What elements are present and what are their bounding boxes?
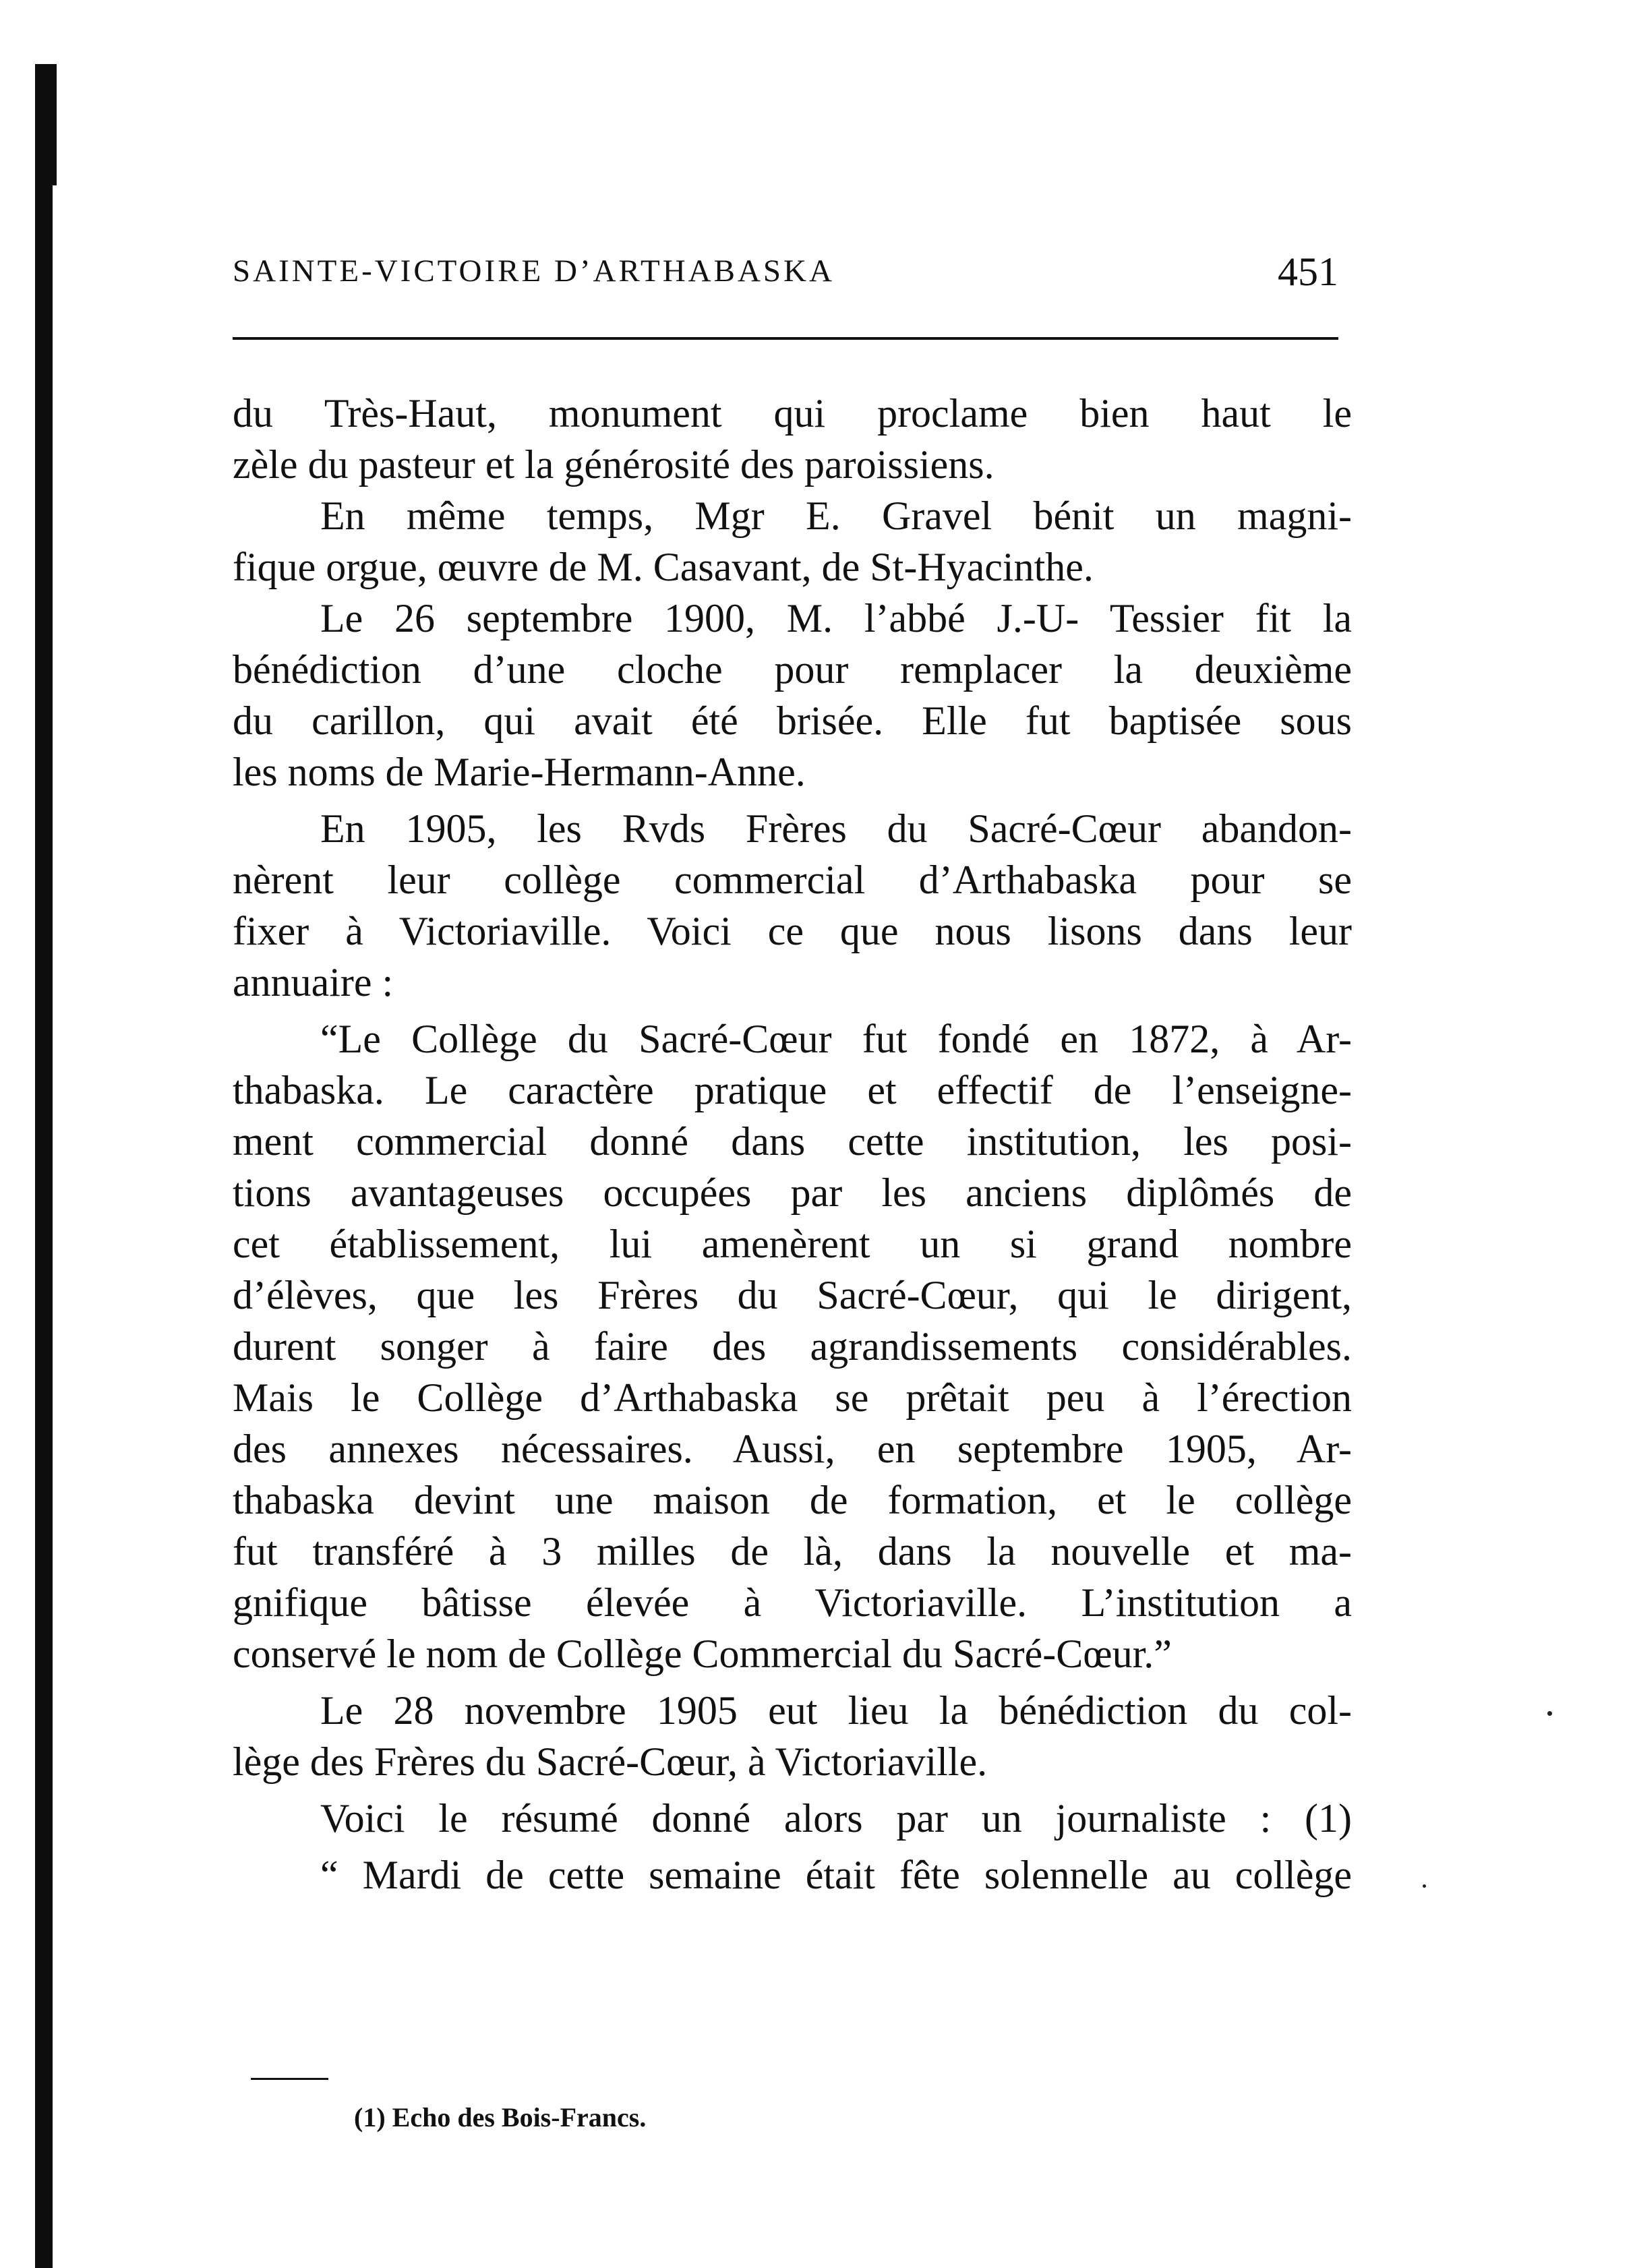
header-rule (233, 337, 1338, 340)
text-line: gnifique bâtisse élevée à Victoriaville. L’institution a (233, 1580, 1352, 1625)
text-line: En même temps, Mgr E. Gravel bénit un magni- (320, 494, 1352, 538)
text-line: thabaska devint une maison de formation, et le collège (233, 1478, 1352, 1522)
text-line: des annexes nécessaires. Aussi, en septembre 1905, Ar- (233, 1427, 1352, 1471)
text-line: Voici le résumé donné alors par un journaliste : (1) (320, 1796, 1352, 1841)
text-line: “Le Collège du Sacré-Cœur fut fondé en 1872, à Ar- (320, 1017, 1352, 1061)
text-line: les noms de Marie-Hermann-Anne. (233, 750, 806, 794)
text-line: lège des Frères du Sacré-Cœur, à Victoriaville. (233, 1739, 988, 1784)
text-line: conservé le nom de Collège Commercial du Sacré-Cœur.” (233, 1632, 1172, 1676)
text-line: cet établissement, lui amenèrent un si grand nombre (233, 1222, 1352, 1266)
text-line: fixer à Victoriaville. Voici ce que nous lisons dans leur (233, 909, 1352, 953)
text-line: thabaska. Le caractère pratique et effectif de l’enseigne- (233, 1068, 1352, 1112)
running-title: SAINTE-VICTOIRE D’ARTHABASKA (233, 253, 835, 289)
body-text (233, 388, 1352, 1901)
text-line: Le 26 septembre 1900, M. l’abbé J.-U- Tessier fit la (320, 596, 1352, 640)
text-line: durent songer à faire des agrandissements considérables. (233, 1324, 1352, 1369)
text-line: “ Mardi de cette semaine était fête solennelle au collège (320, 1853, 1352, 1897)
scan-speck (1423, 1884, 1426, 1888)
text-line: zèle du pasteur et la générosité des paroissiens. (233, 442, 994, 487)
text-line: bénédiction d’une cloche pour remplacer la deuxième (233, 647, 1352, 692)
text-line: annuaire : (233, 960, 394, 1005)
text-line: nèrent leur collège commercial d’Arthabaska pour se (233, 858, 1352, 902)
page-number: 451 (1278, 249, 1338, 294)
text-line: du carillon, qui avait été brisée. Elle fut baptisée sous (233, 698, 1352, 743)
text-line: En 1905, les Rvds Frères du Sacré-Cœur abandon- (320, 806, 1352, 851)
text-line: d’élèves, que les Frères du Sacré-Cœur, qui le dirigent, (233, 1273, 1352, 1317)
page-header (233, 249, 1338, 300)
page-binding-edge (35, 64, 53, 2268)
footnote-rule (251, 2078, 328, 2080)
text-line: fique orgue, œuvre de M. Casavant, de St-Hyacinthe. (233, 545, 1094, 589)
text-line: Le 28 novembre 1905 eut lieu la bénédiction du col- (320, 1688, 1352, 1733)
text-line: tions avantageuses occupées par les anciens diplômés de (233, 1170, 1352, 1215)
footnote: (1) Echo des Bois-Francs. (354, 2102, 647, 2132)
scan-speck (1547, 1711, 1552, 1716)
text-line: ment commercial donné dans cette institution, les posi- (233, 1119, 1352, 1164)
text-line: Mais le Collège d’Arthabaska se prêtait peu à l’érection (233, 1375, 1352, 1420)
text-line: du Très-Haut, monument qui proclame bien haut le (233, 391, 1352, 436)
text-line: fut transféré à 3 milles de là, dans la nouvelle et ma- (233, 1529, 1352, 1574)
